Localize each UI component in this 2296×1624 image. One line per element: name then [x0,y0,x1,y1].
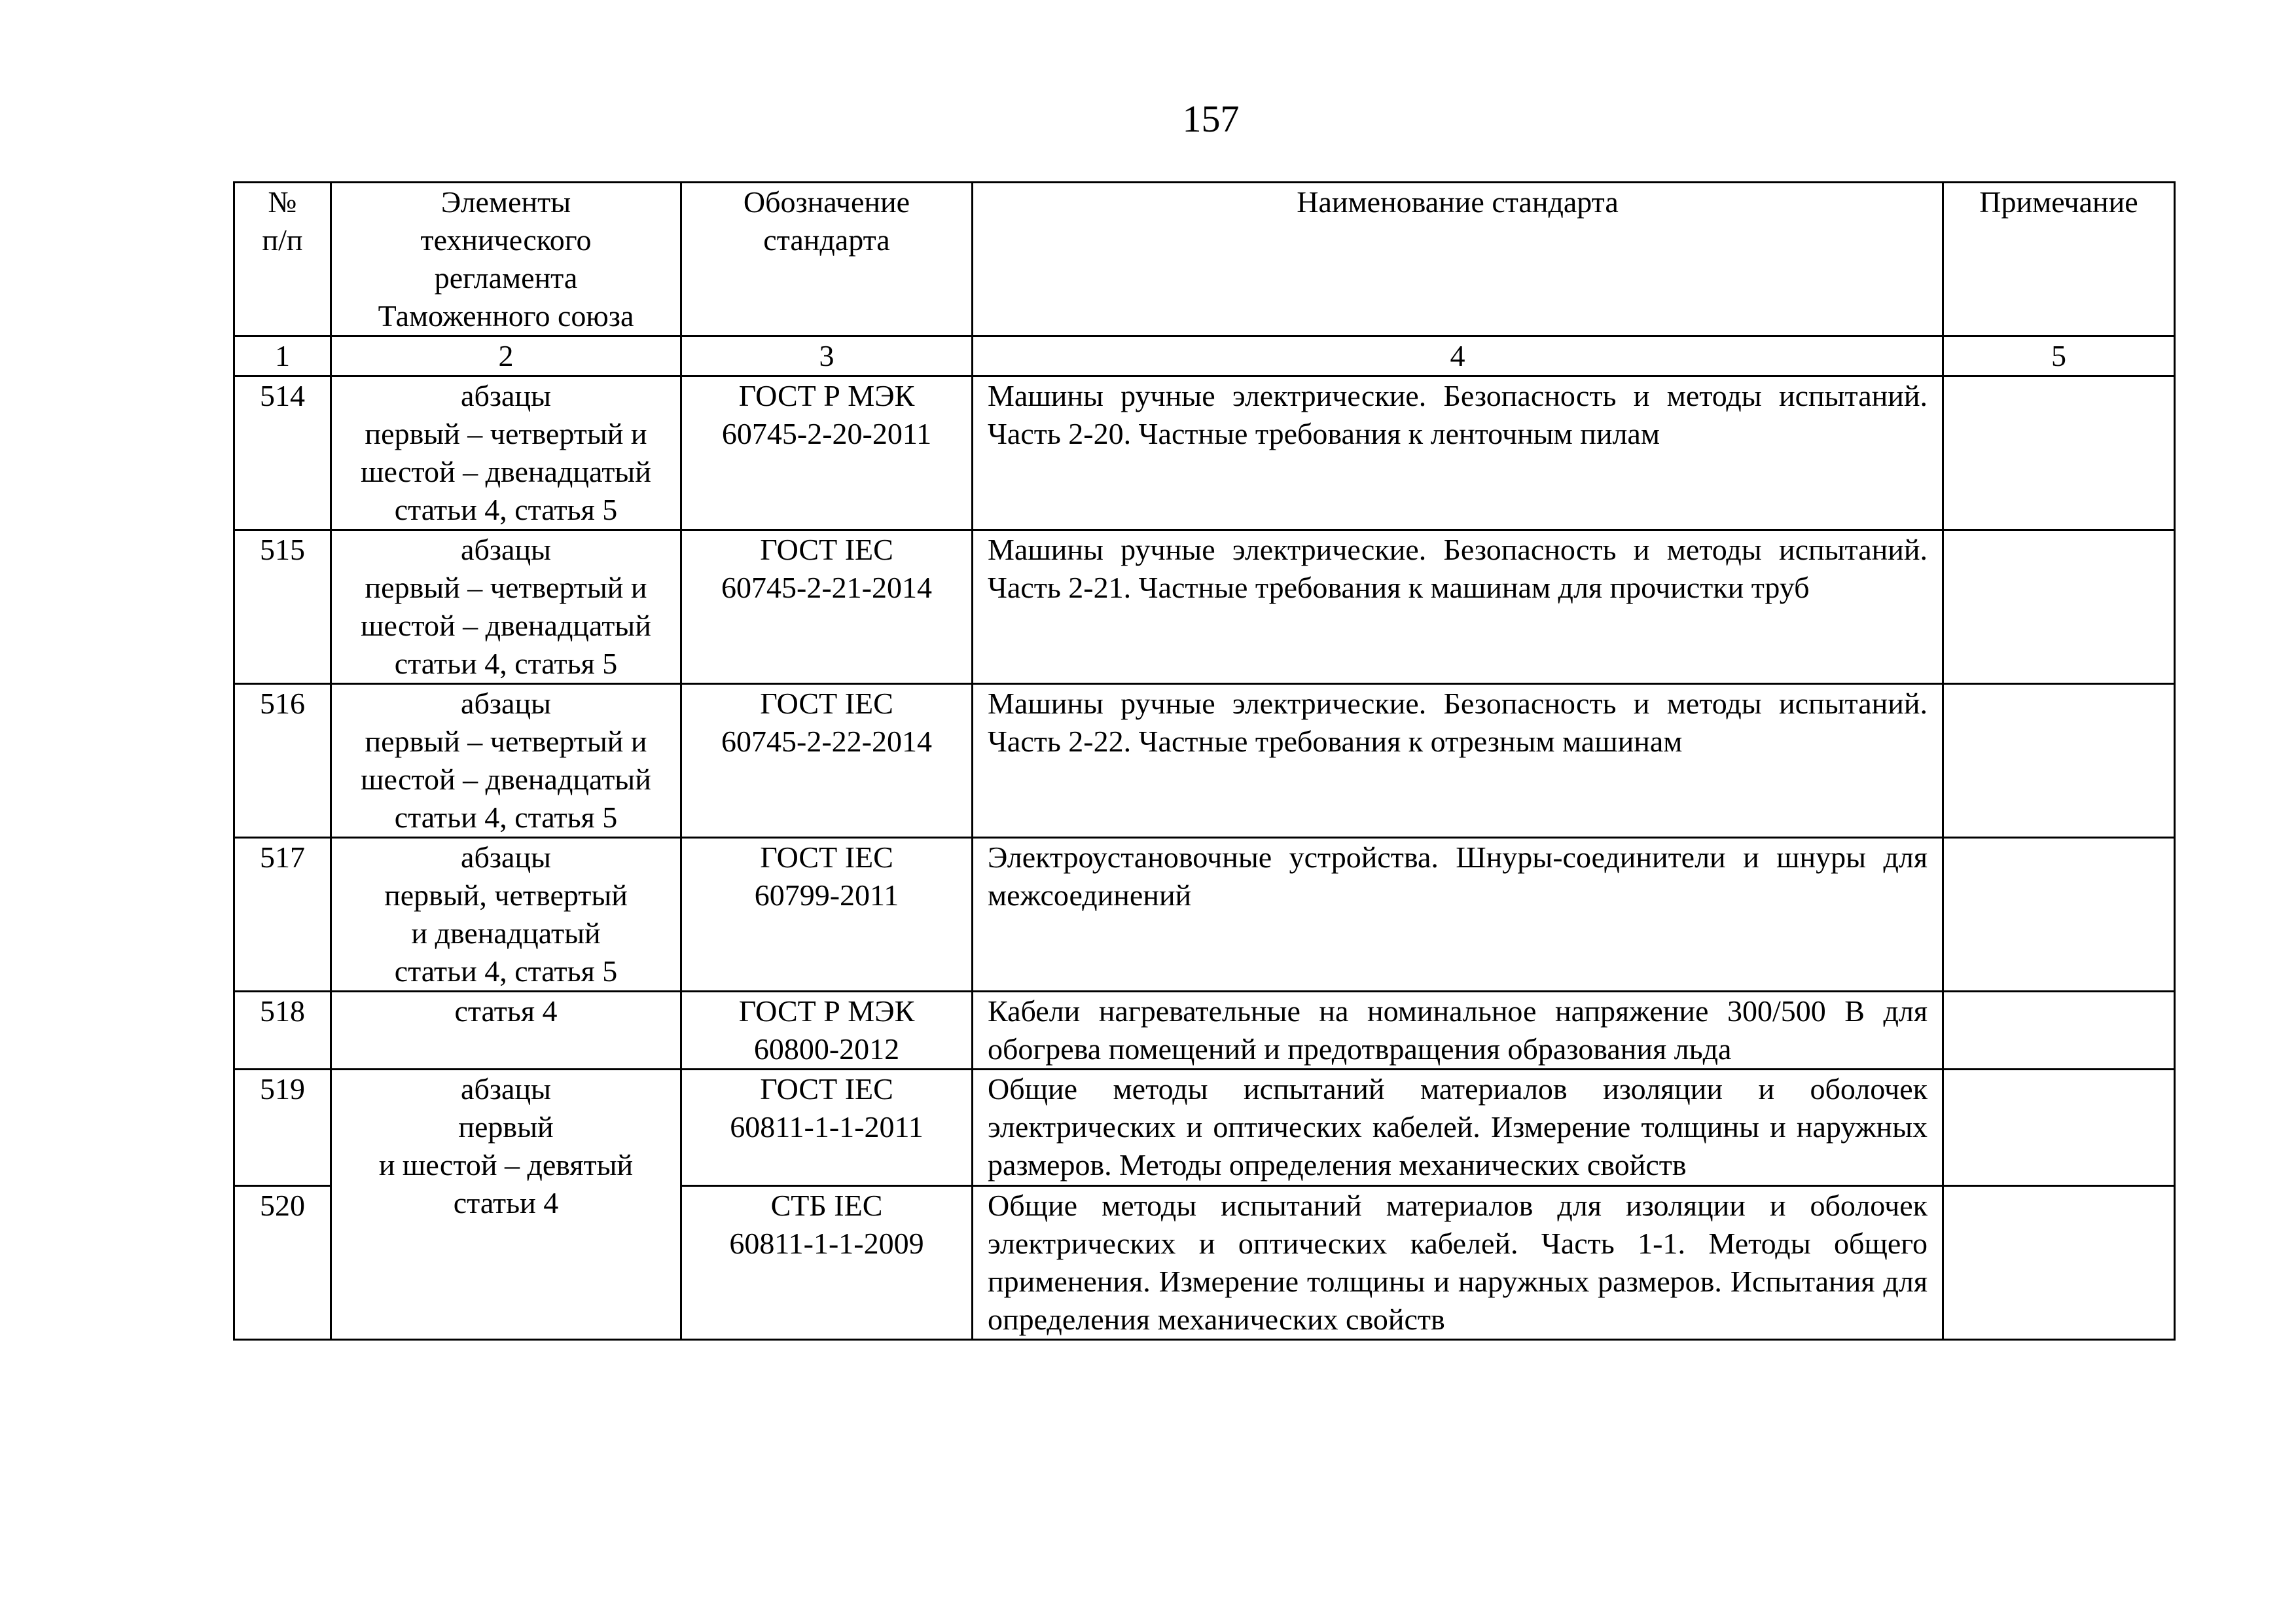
row-number: 514 [234,376,331,530]
row-designation: СТБ IEC 60811-1-1-2009 [681,1186,973,1340]
header-elements: Элементы технического регламента Таможенного союза [331,183,681,336]
table-row [234,838,2175,992]
column-number: 3 [681,336,973,376]
row-standard-name: Кабели нагревательные на номинальное напряжение 300/500 В для обогрева помещений и предотвращения образования льда [973,992,1943,1070]
row-note [1943,684,2175,838]
row-note [1943,376,2175,530]
row-designation: ГОСТ IEC 60799-2011 [681,838,973,992]
row-standard-name: Машины ручные электрические. Безопасность и методы испытаний. Часть 2-21. Частные требования к машинам для прочистки труб [973,530,1943,684]
row-elements: статья 4 [331,992,681,1070]
row-elements: абзацы первый – четвертый и шестой – двенадцатый статьи 4, статья 5 [331,376,681,530]
header-standard-name: Наименование стандарта [973,183,1943,336]
header-note: Примечание [1943,183,2175,336]
row-designation: ГОСТ IEC 60745-2-21-2014 [681,530,973,684]
column-number: 1 [234,336,331,376]
row-note [1943,992,2175,1070]
row-standard-name: Общие методы испытаний материалов для изоляции и оболочек электрических и оптических кабелей. Часть 1-1. Методы общего применения. Измерение толщины и наружных размеров. Испытания для определения механических свойств [973,1186,1943,1340]
row-designation: ГОСТ Р МЭК 60800-2012 [681,992,973,1070]
row-elements: абзацы первый, четвертый и двенадцатый статьи 4, статья 5 [331,838,681,992]
table-row [234,1070,2175,1186]
row-note [1943,1070,2175,1186]
row-number: 519 [234,1070,331,1186]
table-row [234,992,2175,1070]
row-designation: ГОСТ Р МЭК 60745-2-20-2011 [681,376,973,530]
column-numbers-row [234,336,2175,376]
column-number: 2 [331,336,681,376]
header-number: № п/п [234,183,331,336]
table-row [234,684,2175,838]
row-number: 517 [234,838,331,992]
standards-table [233,181,2176,1341]
table-header-row [234,183,2175,336]
column-number: 4 [973,336,1943,376]
row-standard-name: Машины ручные электрические. Безопасность и методы испытаний. Часть 2-20. Частные требования к ленточным пилам [973,376,1943,530]
table-row [234,376,2175,530]
page-number: 157 [1182,98,1240,140]
table-row [234,530,2175,684]
row-number: 520 [234,1186,331,1340]
row-note [1943,1186,2175,1340]
row-note [1943,838,2175,992]
row-number: 516 [234,684,331,838]
row-designation: ГОСТ IEC 60811-1-1-2011 [681,1070,973,1186]
column-number: 5 [1943,336,2175,376]
row-elements: абзацы первый – четвертый и шестой – двенадцатый статьи 4, статья 5 [331,684,681,838]
row-standard-name: Общие методы испытаний материалов изоляции и оболочек электрических и оптических кабелей. Измерение толщины и наружных размеров. Методы определения механических свойств [973,1070,1943,1186]
header-designation: Обозначение стандарта [681,183,973,336]
row-number: 518 [234,992,331,1070]
row-note [1943,530,2175,684]
row-number: 515 [234,530,331,684]
row-standard-name: Электроустановочные устройства. Шнуры-соединители и шнуры для межсоединений [973,838,1943,992]
row-standard-name: Машины ручные электрические. Безопасность и методы испытаний. Часть 2-22. Частные требования к отрезным машинам [973,684,1943,838]
row-designation: ГОСТ IEC 60745-2-22-2014 [681,684,973,838]
row-elements: абзацы первый и шестой – девятый статьи 4 [331,1070,681,1340]
row-elements: абзацы первый – четвертый и шестой – двенадцатый статьи 4, статья 5 [331,530,681,684]
